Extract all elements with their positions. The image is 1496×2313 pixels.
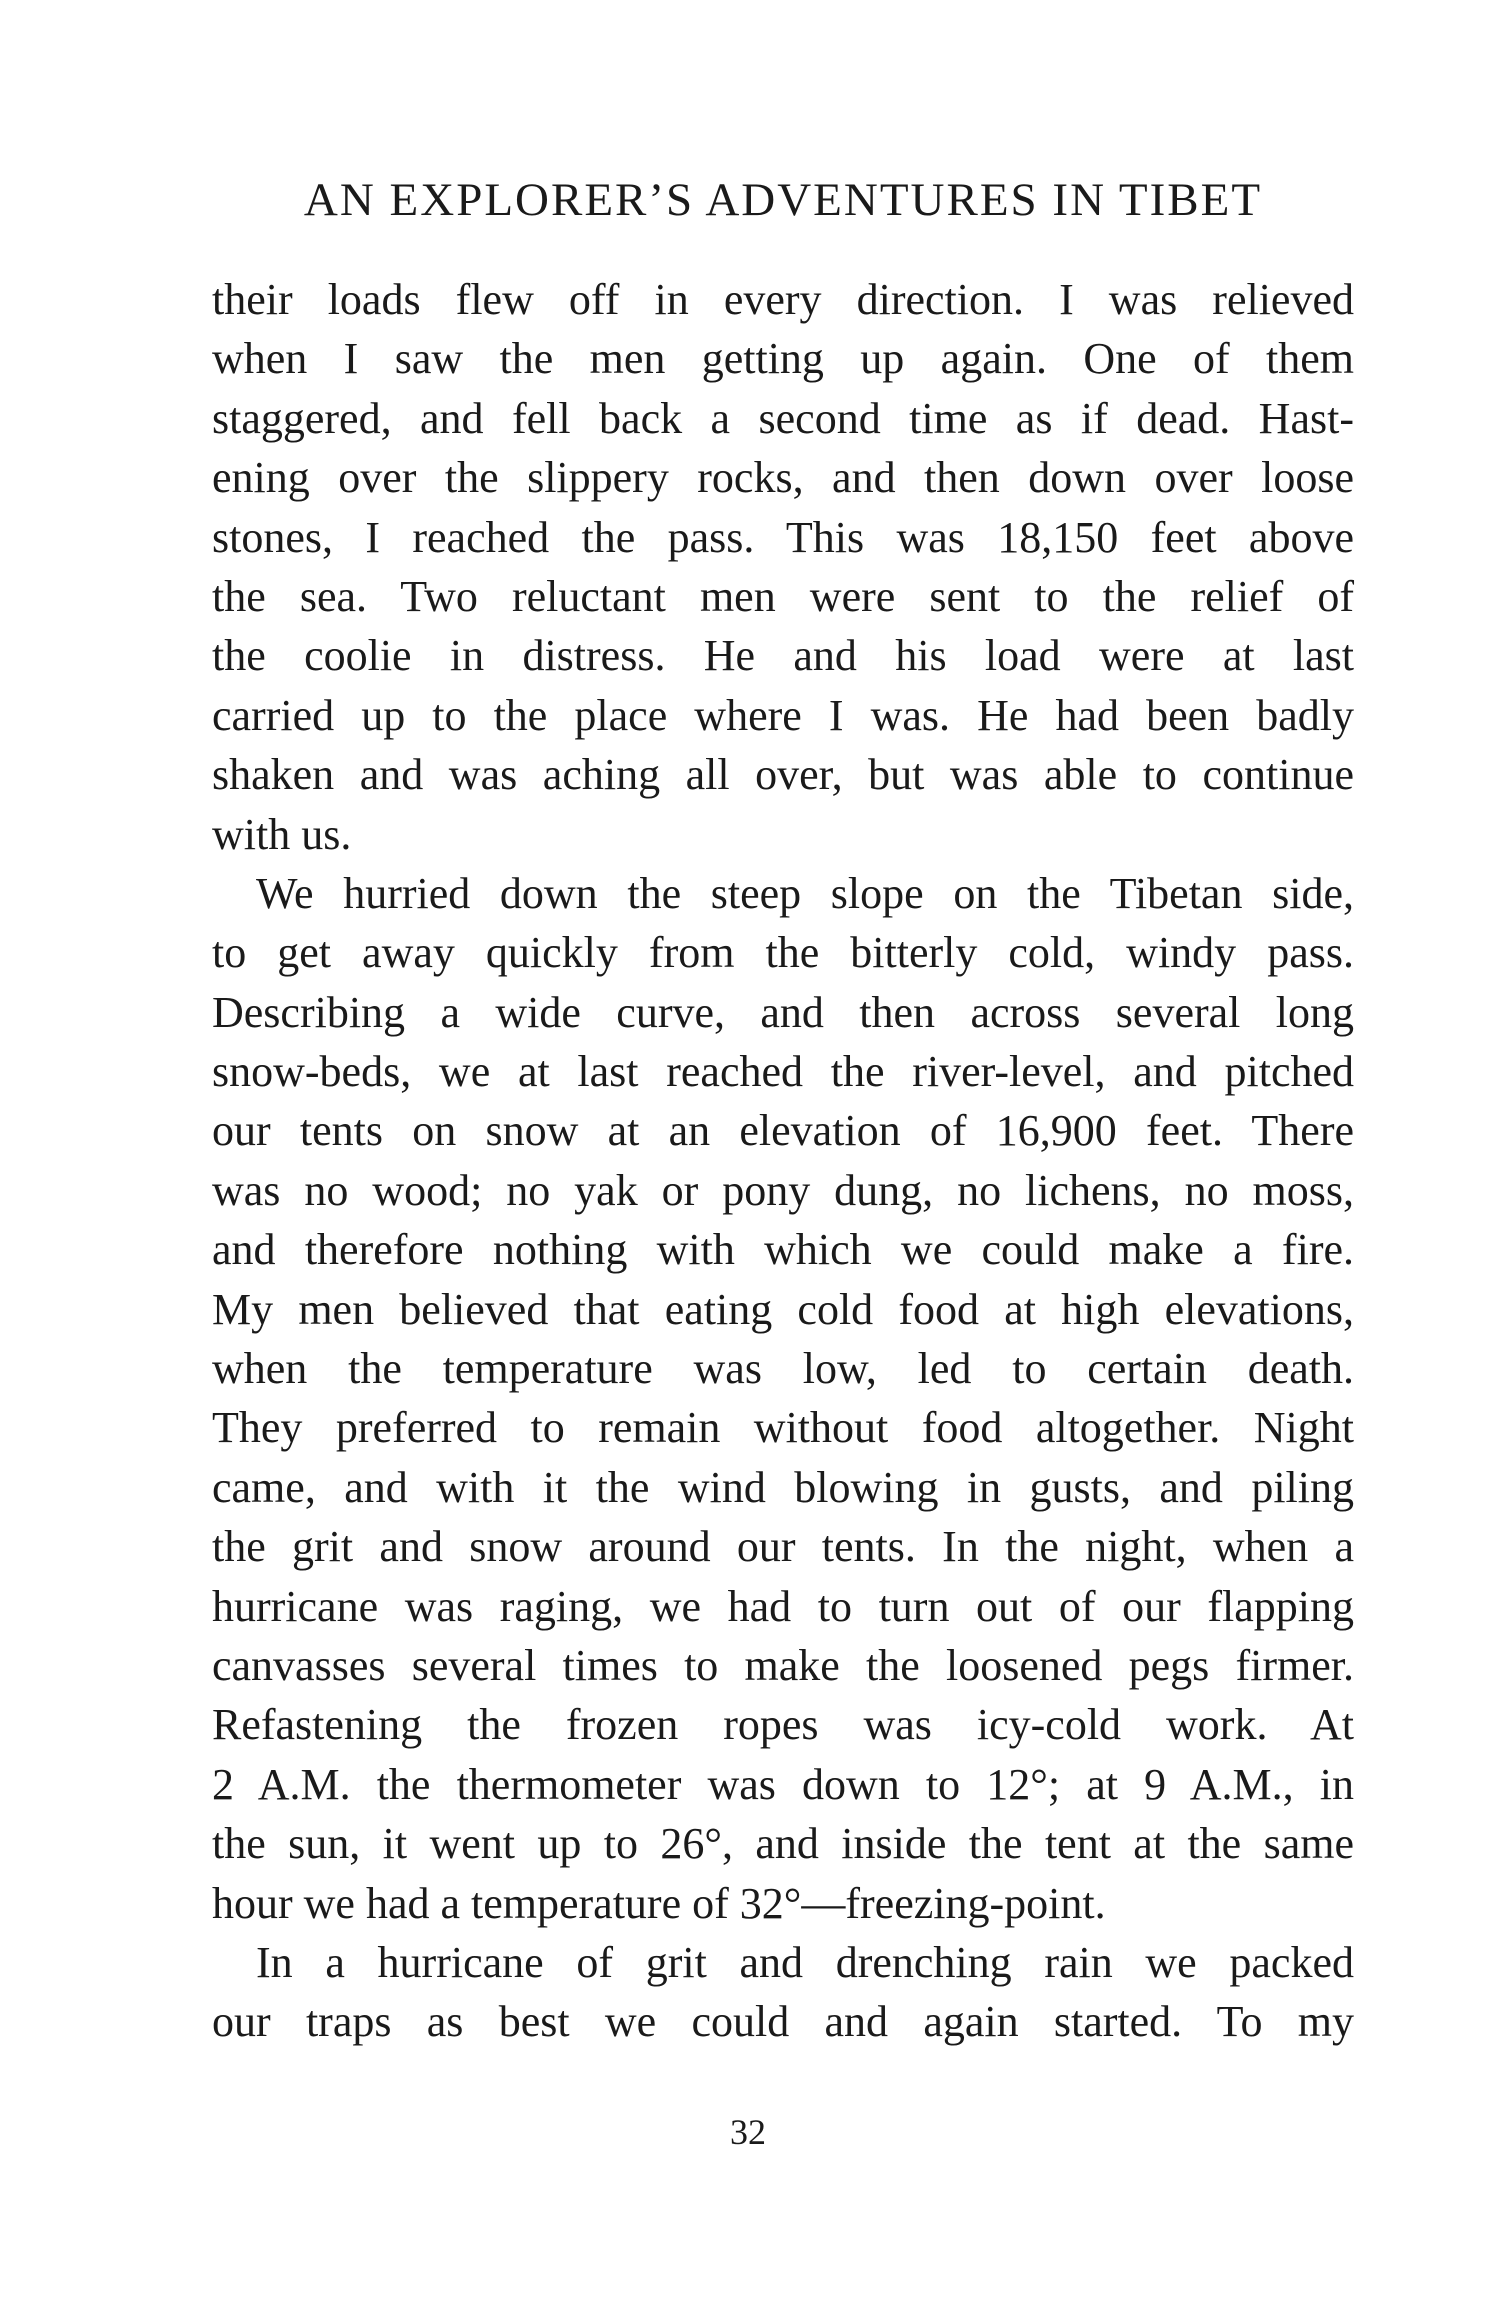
text-line: hour we had a temperature of 32°—freezing-point.	[212, 1878, 1106, 1928]
text-line: when I saw the men getting up again. One of them	[212, 334, 1354, 384]
text-line: and therefore nothing with which we could make a fire.	[212, 1225, 1354, 1275]
page-number: 32	[730, 2112, 766, 2152]
text-line: their loads flew off in every direction. I was relieved	[212, 275, 1354, 324]
text-line: canvasses several times to make the loosened pegs firmer.	[212, 1640, 1354, 1690]
text-line: My men believed that eating cold food at high elevations,	[212, 1284, 1354, 1334]
text-line: They preferred to remain without food altogether. Night	[212, 1403, 1354, 1453]
text-line: Refastening the frozen ropes was icy-cold work. At	[212, 1700, 1354, 1750]
text-line: staggered, and fell back a second time as if dead. Hast-	[212, 393, 1354, 443]
text-line: Describing a wide curve, and then across several long	[212, 987, 1354, 1037]
text-line: when the temperature was low, led to certain death.	[212, 1344, 1354, 1394]
text-line: our tents on snow at an elevation of 16,900 feet. There	[212, 1106, 1354, 1156]
text-line: with us.	[212, 809, 352, 859]
text-line: We hurried down the steep slope on the Tibetan side,	[256, 868, 1354, 918]
text-line: the sea. Two reluctant men were sent to the relief of	[212, 571, 1354, 621]
body-text	[212, 270, 1354, 2052]
text-line: our traps as best we could and again started. To my	[212, 1997, 1354, 2047]
text-line: In a hurricane of grit and drenching rain we packed	[256, 1937, 1354, 1987]
text-line: stones, I reached the pass. This was 18,150 feet above	[212, 512, 1354, 562]
running-head: AN EXPLORER’S ADVENTURES IN TIBET	[303, 174, 1263, 226]
text-line: was no wood; no yak or pony dung, no lichens, no moss,	[212, 1165, 1354, 1215]
text-line: ening over the slippery rocks, and then down over loose	[212, 453, 1354, 503]
text-line: came, and with it the wind blowing in gusts, and piling	[212, 1462, 1354, 1512]
text-line: the grit and snow around our tents. In the night, when a	[212, 1522, 1354, 1572]
text-line: shaken and was aching all over, but was able to continue	[212, 750, 1354, 800]
text-line: the sun, it went up to 26°, and inside the tent at the same	[212, 1819, 1354, 1869]
text-line: carried up to the place where I was. He had been badly	[212, 690, 1354, 740]
text-line: hurricane was raging, we had to turn out of our flapping	[212, 1581, 1354, 1631]
text-line: snow-beds, we at last reached the river-level, and pitched	[212, 1047, 1354, 1097]
text-line: to get away quickly from the bitterly cold, windy pass.	[212, 928, 1354, 978]
text-line: the coolie in distress. He and his load were at last	[212, 631, 1354, 681]
text-line: 2 A.M. the thermometer was down to 12°; at 9 A.M., in	[212, 1759, 1354, 1809]
